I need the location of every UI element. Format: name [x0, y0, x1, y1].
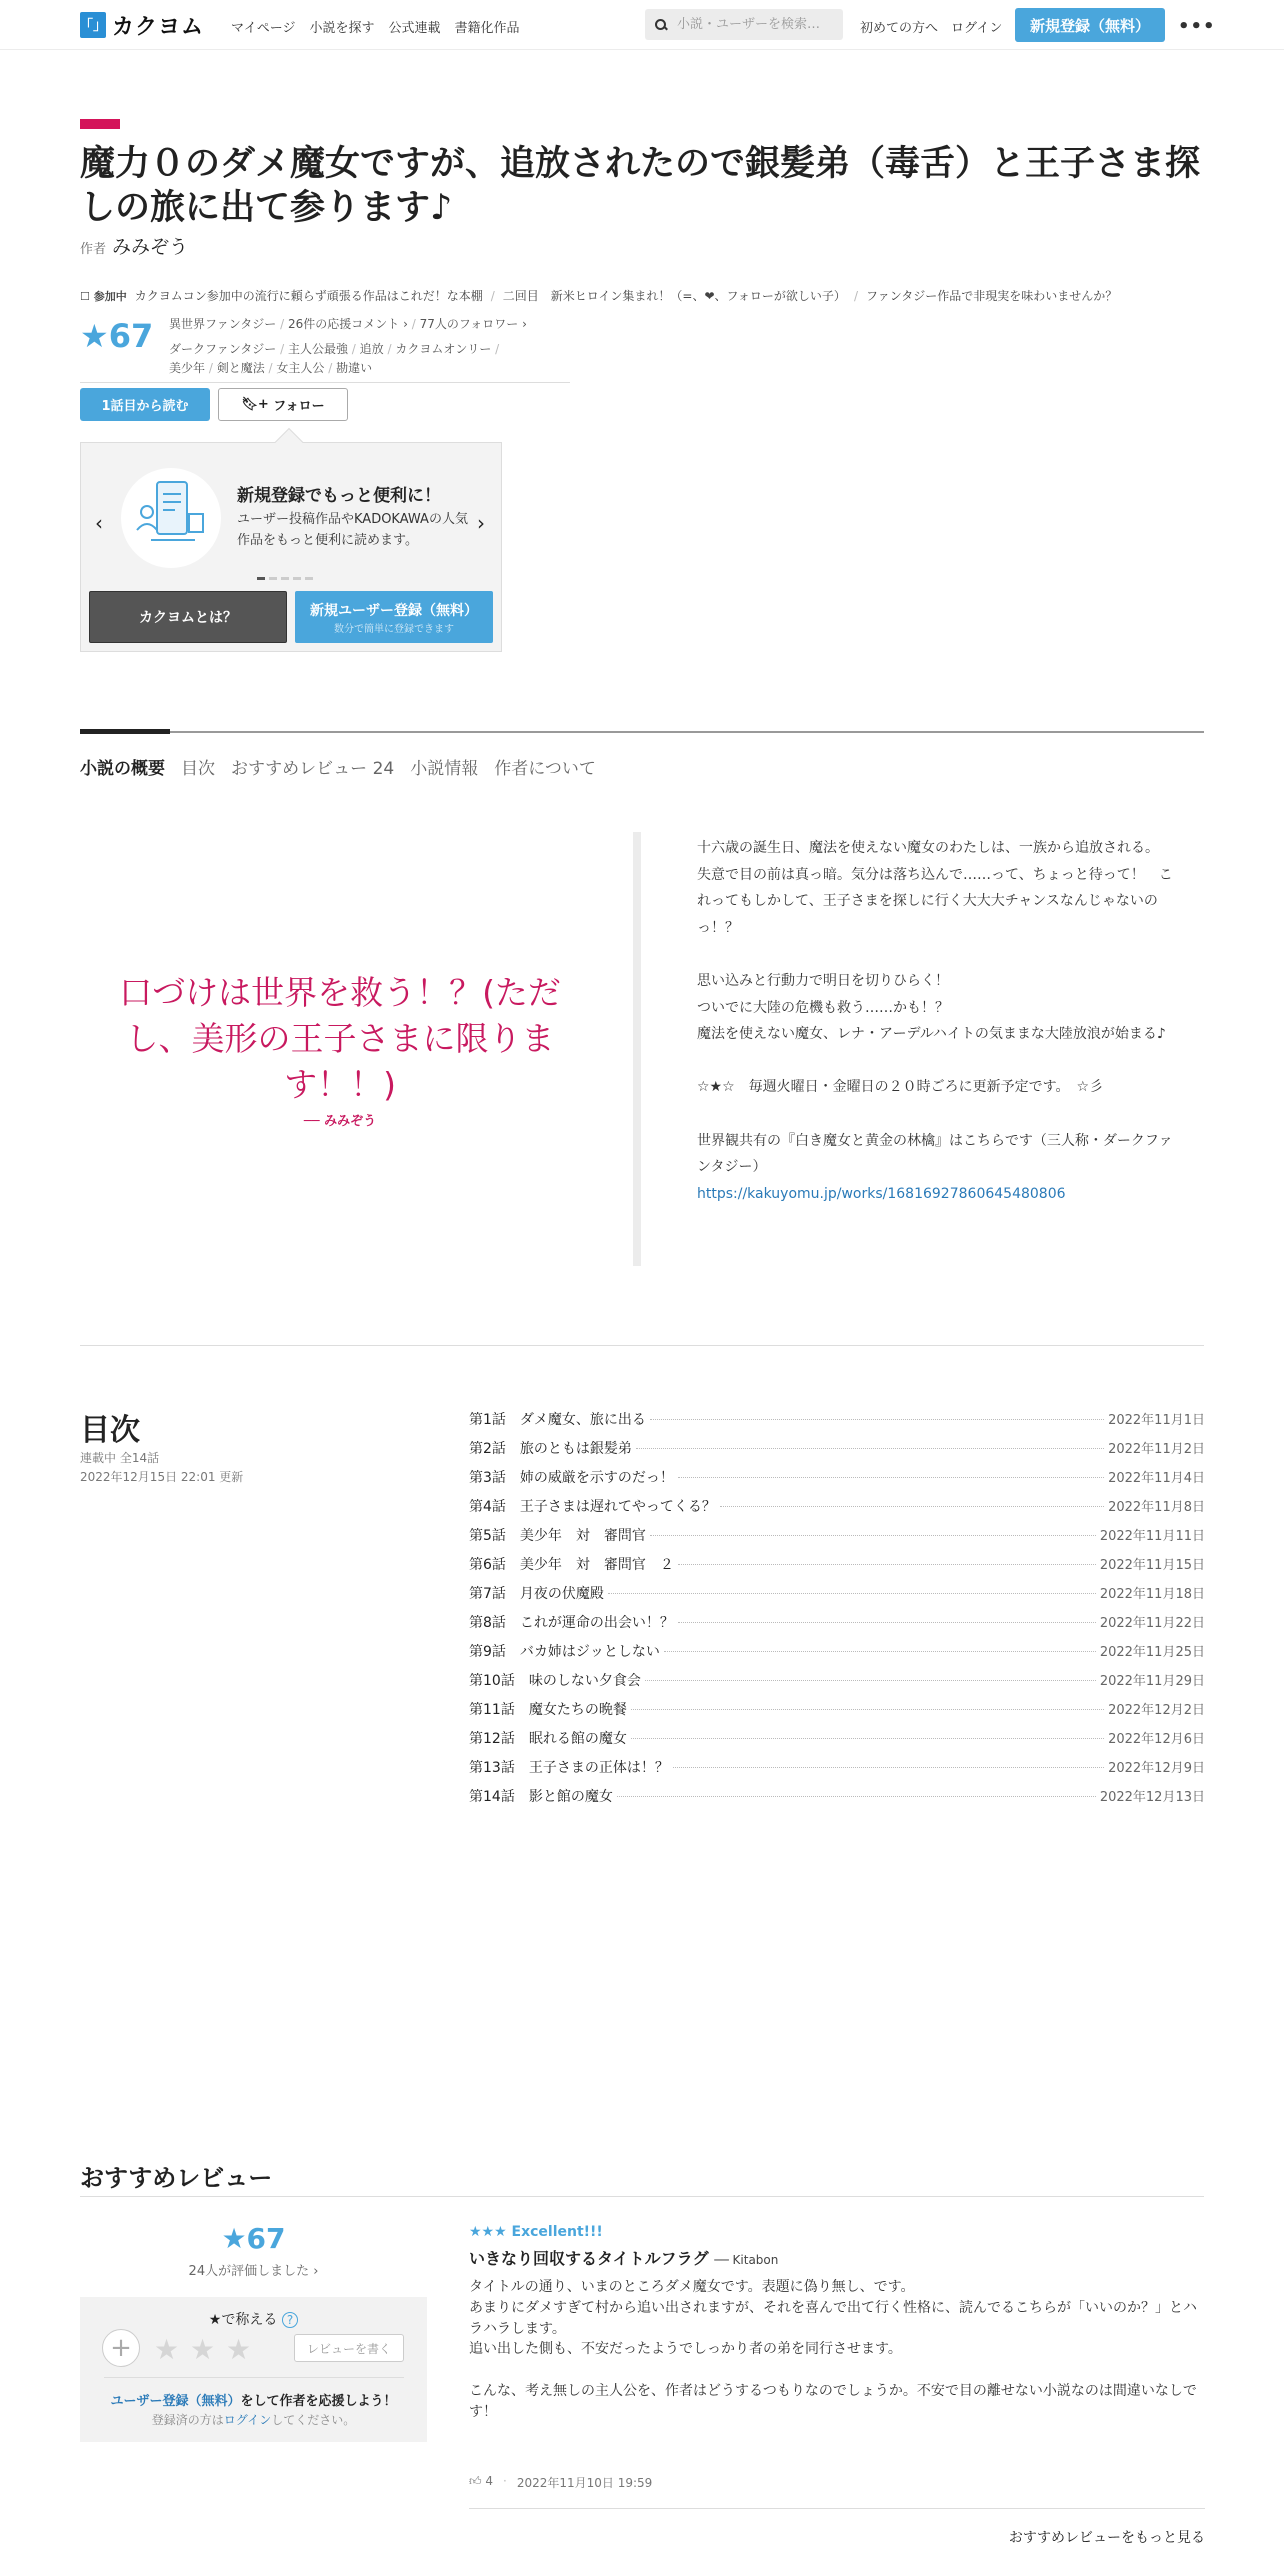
episode-title: 第9話 バカ姉はジッとしない: [469, 1644, 660, 1660]
episode-row[interactable]: [469, 1612, 1205, 1641]
register-sub: 数分で簡単に登録できます: [334, 623, 454, 635]
episode-title: 第8話 これが運命の出会い！？: [469, 1615, 674, 1631]
praise-label: ★で称える ?: [80, 2309, 427, 2329]
register-label: 新規ユーザー登録（無料）: [310, 602, 478, 619]
active-tab-indicator: [80, 729, 170, 734]
episode-date: 2022年11月18日: [1099, 1587, 1205, 1602]
episode-title: 第5話 美少年 対 審問官: [469, 1528, 646, 1544]
write-review-button[interactable]: レビューを書く: [294, 2334, 404, 2362]
nav-find-novels[interactable]: 小説を探す: [309, 21, 375, 36]
register-button[interactable]: [295, 591, 493, 643]
reviewer-name: ── Kitabon: [714, 2253, 779, 2267]
comments-link[interactable]: 26件の応援コメント ›: [287, 317, 408, 331]
intro-text: 十六歳の誕生日、魔法を使えない魔女のわたしは、一族から追放される。 失意で目の前は真っ暗。気分は落ち込んで……って、ちょっと待って！ これってもしかして、王子さまを探しに行く大大大チャンスなんじゃないのっ！？ 思い込みと行動力で明日を切りひらく！ ついでに大陸の危機も救う……かも！？ 魔法を使えない魔女、レナ・アーデルハイトの気ままな大陸放浪が始まる♪ ☆★☆ 毎週火曜日・金曜日の２０時ごろに更新予定です。 ☆彡 世界観共有の『白き魔女と黄金の林檎』はこちらです（三人称・ダークファンタジー）: [697, 840, 1173, 1176]
signup-button[interactable]: 新規登録（無料）: [1015, 8, 1165, 42]
nav-mypage[interactable]: マイページ: [231, 21, 296, 36]
star-icon[interactable]: ★: [226, 2333, 252, 2366]
review-date: 2022年11月10日 19:59: [516, 2476, 653, 2490]
contest-row: ☐ 参加中 カクヨムコン参加中の流行に頼らず頑張る作品はこれだ！な本棚 / 二回目 新米ヒロイン集まれ！（=、❤、フォローが欲しい子） / ファンタジー作品で非現実を味わいませんか？: [80, 288, 1118, 303]
first-time-link[interactable]: 初めての方へ: [860, 21, 939, 36]
chevron-right-icon: ›: [522, 317, 527, 331]
review-footer: 👍︎ 4 · 2022年11月10日 19:59: [469, 2474, 653, 2490]
toc-meta: [80, 1449, 243, 1487]
episode-date: 2022年12月2日: [1108, 1703, 1205, 1718]
episode-date: 2022年12月9日: [1108, 1761, 1205, 1776]
followers-link[interactable]: 77人のフォロワー ›: [419, 317, 527, 331]
episode-date: 2022年11月4日: [1108, 1471, 1205, 1486]
work-title: 魔力０のダメ魔女ですが、追放されたので銀髪弟（毒舌）と王子さま探しの旅に出て参ります♪: [80, 144, 1201, 228]
introduction: [697, 835, 1177, 1207]
tab-overview[interactable]: 小説の概要: [80, 759, 165, 779]
episode-title: 第11話 魔女たちの晩餐: [469, 1702, 627, 1718]
episode-row[interactable]: [469, 1670, 1205, 1699]
phone-illustration-icon: [121, 468, 221, 568]
episode-title: 第4話 王子さまは遅れてやってくる？: [469, 1499, 716, 1515]
episode-date: 2022年11月15日: [1099, 1558, 1205, 1573]
episode-row[interactable]: [469, 1554, 1205, 1583]
episode-date: 2022年11月29日: [1099, 1674, 1205, 1689]
review-stars: ★★★ Excellent!!!: [469, 2224, 603, 2240]
toc-status: 連載中 全14話: [80, 1451, 160, 1465]
nav-official[interactable]: 公式連載: [388, 21, 441, 36]
search-input[interactable]: [677, 17, 837, 32]
contest-label: ☐ 参加中: [80, 289, 127, 303]
tab-reviews[interactable]: おすすめレビュー 24: [231, 759, 395, 779]
episode-list: [469, 1409, 1205, 1815]
tag-link[interactable]: 剣と魔法: [216, 361, 265, 375]
tag-link[interactable]: 主人公最強: [287, 342, 348, 356]
bookshelf-icon: ☐: [80, 289, 90, 303]
logo-mark: 「」: [80, 12, 106, 38]
meta-line-1: 異世界ファンタジー / 26件の応援コメント › / 77人のフォロワー ›: [169, 317, 527, 331]
episode-date: 2022年12月13日: [1099, 1790, 1205, 1805]
episode-date: 2022年11月25日: [1099, 1645, 1205, 1660]
episode-row[interactable]: [469, 1467, 1205, 1496]
follow-button[interactable]: 🔖︎+ フォロー: [218, 388, 348, 421]
tag-link[interactable]: カクヨムオンリー: [395, 342, 492, 356]
logo-text: カクヨム: [112, 14, 205, 40]
tag-link[interactable]: 女主人公: [276, 361, 325, 375]
star-icon[interactable]: ★: [154, 2333, 180, 2366]
promo-title: 新規登録でもっと便利に！: [237, 486, 441, 506]
main-nav: [231, 17, 520, 36]
tab-toc[interactable]: 目次: [181, 759, 215, 779]
episode-row[interactable]: [469, 1438, 1205, 1467]
toc-updated: 2022年12月15日 22:01 更新: [80, 1470, 244, 1484]
episode-title: 第14話 影と館の魔女: [469, 1789, 613, 1805]
episode-title: 第3話 姉の威厳を示すのだっ！: [469, 1470, 674, 1486]
promo-pointer: [275, 428, 303, 456]
episode-title: 第10話 味のしない夕食会: [469, 1673, 641, 1689]
help-icon[interactable]: ?: [282, 2312, 298, 2328]
genre-link[interactable]: 異世界ファンタジー: [169, 317, 277, 331]
work-meta: [80, 311, 570, 383]
tag-link[interactable]: 美少年: [169, 361, 206, 375]
catchphrase: 口づけは世界を救う！？(ただし、美形の王子さまに限ります！！): [119, 973, 561, 1104]
chevron-left-icon[interactable]: ‹: [95, 511, 103, 535]
more-reviews-link[interactable]: おすすめレビューをもっと見る: [1008, 2530, 1205, 2546]
promo-text: ユーザー投稿作品やKADOKAWAの人気作品をもっと便利に読めます。: [237, 512, 468, 548]
episode-title: 第6話 美少年 対 審問官 ２: [469, 1557, 674, 1573]
author-label: 作者: [80, 242, 107, 257]
episode-title: 第2話 旅のともは銀髪弟: [469, 1441, 632, 1457]
plus-icon[interactable]: +: [102, 2329, 140, 2367]
episode-row[interactable]: [469, 1641, 1205, 1670]
thumbs-up-icon: 👍︎: [469, 2474, 482, 2488]
review-count[interactable]: 24人が評価しました ›: [188, 2264, 319, 2279]
catchphrase-author: ── みみぞう: [303, 1114, 377, 1129]
episode-date: 2022年11月1日: [1108, 1413, 1205, 1428]
register-link[interactable]: ユーザー登録（無料）: [110, 2394, 241, 2409]
carousel-dots[interactable]: [257, 577, 313, 580]
tag-link[interactable]: 勘違い: [336, 361, 373, 375]
review-entry: [469, 2224, 1205, 2423]
author-row: [80, 232, 188, 259]
review-headline[interactable]: いきなり回収するタイトルフラグ ── Kitabon: [469, 2249, 779, 2268]
tags-line-1: ダークファンタジー / 主人公最強 / 追放 / カクヨムオンリー /: [169, 342, 500, 356]
more-icon[interactable]: •••: [1178, 16, 1216, 37]
praise-divider: [104, 2377, 404, 2378]
tabs-divider: [80, 731, 1204, 733]
search-box[interactable]: [645, 9, 843, 40]
star-count[interactable]: ★67: [80, 317, 154, 355]
read-first-episode-button[interactable]: 1話目から読む: [80, 388, 210, 421]
episode-row[interactable]: [469, 1699, 1205, 1728]
cheer-text: ユーザー登録（無料）をして作者を応援しよう！: [110, 2394, 397, 2409]
episode-title: 第13話 王子さまの正体は！？: [469, 1760, 669, 1776]
section-divider: [80, 1345, 1204, 1346]
episode-date: 2022年11月11日: [1099, 1529, 1205, 1544]
episode-date: 2022年12月6日: [1108, 1732, 1205, 1747]
about-kakuyomu-button[interactable]: カクヨムとは？: [89, 591, 287, 643]
episode-row[interactable]: [469, 1757, 1205, 1786]
author-link[interactable]: みみぞう: [112, 236, 189, 258]
login-link[interactable]: ログイン: [223, 2413, 272, 2427]
overview-divider: [633, 832, 641, 1266]
signup-promo: [80, 442, 502, 652]
episode-row[interactable]: [469, 1525, 1205, 1554]
episode-row[interactable]: [469, 1728, 1205, 1757]
praise-box: [80, 2297, 427, 2442]
review-score: ★67: [221, 2222, 286, 2255]
site-logo[interactable]: [80, 11, 204, 39]
episode-row[interactable]: [469, 1409, 1205, 1438]
chevron-right-icon[interactable]: ›: [477, 511, 485, 535]
title-accent-bar: [80, 119, 120, 129]
review-body: タイトルの通り、いまのところダメ魔女です。表題に偽り無し、です。 あまりにダメすぎて村から追い出されますが、それを喜んで出て行く性格に、読んでるこちらが「いいのか？」とハラハラします。 追い出した側も、不安だったようでしっかり者の弟を同行させます。 こんな、考え無しの主人公を、作者はどうするつもりなのでしょうか。不安で目の離せない小説なのは間違いなしです！: [469, 2279, 1197, 2420]
work-tabs: [80, 754, 596, 779]
tag-link[interactable]: 追放: [359, 342, 384, 356]
episode-date: 2022年11月2日: [1108, 1442, 1205, 1457]
reviews-title: おすすめレビュー: [80, 2164, 273, 2192]
nav-books[interactable]: 書籍化作品: [454, 21, 520, 36]
chevron-right-icon: ›: [313, 2264, 319, 2279]
site-header: [0, 0, 1284, 50]
login-text: 登録済の方はログインしてください。: [151, 2413, 356, 2427]
episode-title: 第12話 眠れる館の魔女: [469, 1731, 627, 1747]
chevron-right-icon: ›: [403, 317, 408, 331]
contest-link[interactable]: 二回目 新米ヒロイン集まれ！（=、❤、フォローが欲しい子）: [502, 289, 846, 303]
like-count[interactable]: 👍︎ 4: [469, 2474, 494, 2488]
bookmark-plus-icon: 🔖︎+: [241, 397, 269, 412]
toc-title: 目次: [80, 1413, 140, 1448]
episode-title: 第1話 ダメ魔女、旅に出る: [469, 1412, 646, 1428]
tab-author[interactable]: 作者について: [494, 759, 596, 779]
search-icon: [655, 19, 667, 31]
episode-row[interactable]: [469, 1786, 1205, 1815]
tab-info[interactable]: 小説情報: [410, 759, 479, 779]
intro-link[interactable]: https://kakuyomu.jp/works/16816927860645480806: [697, 1185, 1066, 1202]
tags-line-2: 美少年 / 剣と魔法 / 女主人公 / 勘違い: [169, 361, 373, 375]
contest-link[interactable]: カクヨムコン参加中の流行に頼らず頑張る作品はこれだ！な本棚: [134, 289, 483, 303]
reviews-divider: [80, 2196, 1204, 2197]
review-divider: [469, 2508, 1205, 2509]
login-link[interactable]: ログイン: [951, 21, 1003, 36]
episode-row[interactable]: [469, 1496, 1205, 1525]
contest-link[interactable]: ファンタジー作品で非現実を味わいませんか？: [865, 289, 1118, 303]
episode-title: 第7話 月夜の伏魔殿: [469, 1586, 604, 1602]
episode-row[interactable]: [469, 1583, 1205, 1612]
tag-link[interactable]: ダークファンタジー: [169, 342, 277, 356]
episode-date: 2022年11月22日: [1099, 1616, 1205, 1631]
star-icon[interactable]: ★: [190, 2333, 216, 2366]
episode-date: 2022年11月8日: [1108, 1500, 1205, 1515]
